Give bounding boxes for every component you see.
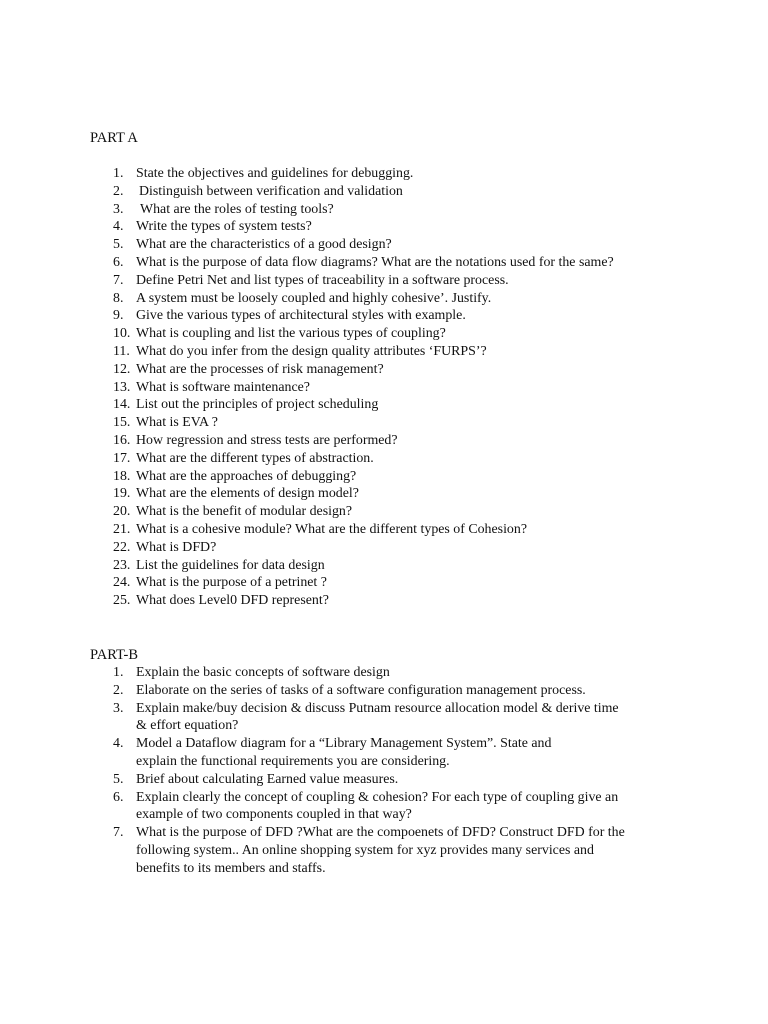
question-text: State the objectives and guidelines for debugging. [136,166,414,181]
item-number: 16. [113,432,131,448]
question-text: Give the various types of architectural styles with example. [136,308,466,324]
list-item [0,165,768,183]
question-line: Brief about calculating Earned value measures. [136,771,399,787]
list-item [0,396,768,414]
question-text: What is coupling and list the various types of coupling? [136,326,446,342]
list-item [0,592,768,610]
item-number: 20. [113,504,131,520]
item-number: 25. [113,593,131,609]
question-line: following system.. An online shopping system for xyz provides many services and [136,842,594,858]
question-text: A system must be loosely coupled and highly cohesive’. Justify. [136,290,492,306]
question-text [136,789,696,825]
part-a-question-list [0,165,768,610]
list-item [0,557,768,575]
question-text: How regression and stress tests are performed? [136,432,398,448]
question-text: Distinguish between verification and validation [139,183,403,199]
item-number: 14. [113,397,131,413]
question-line: explain the functional requirements you are considering. [136,753,450,769]
item-number: 24. [113,575,131,591]
question-text: What are the elements of design model? [136,486,359,502]
list-item [0,485,768,503]
list-item [0,664,768,682]
list-item [0,574,768,592]
question-line: Model a Dataflow diagram for a “Library Management System”. State and [136,736,552,752]
question-line: example of two components coupled in that way? [136,807,412,823]
item-number: 17. [113,450,131,466]
item-number: 1. [113,665,124,680]
question-text: What does Level0 DFD represent? [136,593,329,609]
question-line: What is the purpose of DFD ?What are the compoenets of DFD? Construct DFD for the [136,825,625,841]
question-text: What is EVA ? [136,415,218,431]
question-text: What are the roles of testing tools? [140,201,334,217]
item-number: 21. [113,521,131,537]
list-item [0,183,768,201]
item-number: 13. [113,379,131,395]
part-a-heading: PART A [90,130,138,146]
question-text [136,824,696,877]
question-text: What do you infer from the design quality attributes ‘FURPS’? [136,343,487,359]
question-text: What are the different types of abstraction. [136,450,374,466]
question-line: Elaborate on the series of tasks of a software configuration management process. [136,682,586,698]
question-line: Explain make/buy decision & discuss Putnam resource allocation model & derive time [136,700,619,716]
question-text: What are the characteristics of a good design? [136,237,392,253]
list-item [0,735,768,771]
question-text [136,700,696,736]
item-number: 18. [113,468,131,484]
list-item [0,824,768,877]
question-text: Define Petri Net and list types of traceability in a software process. [136,272,509,288]
question-text [136,771,696,789]
item-number: 4. [113,219,124,235]
question-text [136,735,696,771]
list-item [0,272,768,290]
item-number: 19. [113,486,131,502]
part-b-heading: PART-B [90,647,139,663]
list-item [0,771,768,789]
item-number: 11. [113,343,130,359]
question-text: List the guidelines for data design [136,557,325,573]
item-number: 10. [113,326,131,342]
item-number: 23. [113,557,131,573]
item-number: 7. [113,272,124,288]
list-item [0,414,768,432]
item-number: 5. [113,771,124,787]
item-number: 22. [113,539,131,555]
list-item [0,290,768,308]
question-text: List out the principles of project scheduling [136,397,379,413]
list-item [0,254,768,272]
list-item [0,432,768,450]
question-text: What are the approaches of debugging? [136,468,357,484]
question-text: Write the types of system tests? [136,219,312,235]
list-item [0,450,768,468]
list-item [0,361,768,379]
item-number: 4. [113,736,124,752]
list-item [0,325,768,343]
item-number: 2. [113,183,124,199]
question-text: What is the purpose of a petrinet ? [136,575,327,591]
list-item [0,236,768,254]
list-item [0,700,768,736]
question-line: Explain the basic concepts of software design [136,665,390,680]
item-number: 9. [113,308,124,324]
list-item [0,379,768,397]
question-text: What is the purpose of data flow diagrams? What are the notations used for the same? [136,254,614,270]
question-line: & effort equation? [136,718,239,734]
question-line: benefits to its members and staffs. [136,860,326,876]
question-text: What are the processes of risk management? [136,361,384,377]
question-text [136,664,696,682]
question-text: What is software maintenance? [136,379,310,395]
list-item [0,682,768,700]
item-number: 8. [113,290,124,306]
question-text: What is the benefit of modular design? [136,504,353,520]
list-item [0,521,768,539]
list-item [0,201,768,219]
item-number: 2. [113,682,124,698]
list-item [0,468,768,486]
list-item [0,503,768,521]
question-line: Explain clearly the concept of coupling & cohesion? For each type of coupling give an [136,789,619,805]
list-item [0,789,768,825]
question-text: What is DFD? [136,539,217,555]
item-number: 3. [113,700,124,716]
list-item [0,307,768,325]
item-number: 12. [113,361,131,377]
question-text [136,682,696,700]
list-item [0,343,768,361]
item-number: 6. [113,789,124,805]
item-number: 6. [113,254,124,270]
list-item [0,539,768,557]
item-number: 5. [113,237,124,253]
item-number: 1. [113,166,124,181]
item-number: 15. [113,415,131,431]
part-b-question-list [0,664,768,878]
item-number: 7. [113,825,124,841]
item-number: 3. [113,201,124,217]
question-text: What is a cohesive module? What are the different types of Cohesion? [136,521,527,537]
list-item [0,218,768,236]
